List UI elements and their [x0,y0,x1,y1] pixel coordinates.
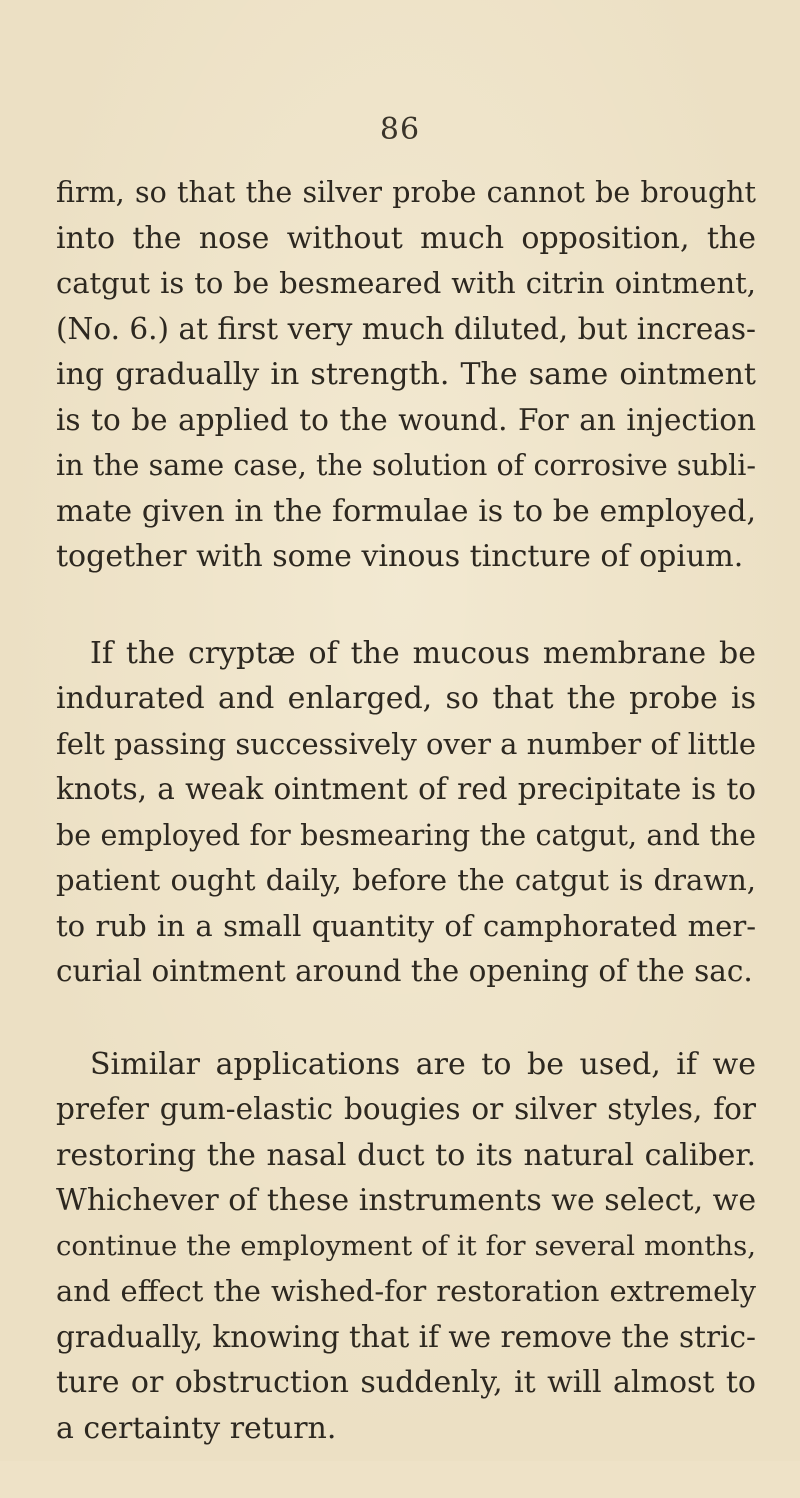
text-line: firm, so that the silver probe cannot be brought [56,176,756,209]
paragraph-2 [56,631,756,995]
text-line: and effect the wished-for restoration extremely [56,1274,756,1308]
paragraph-3 [56,1042,756,1452]
text-line: be employed for besmearing the catgut, and the [56,818,756,852]
text-line: Whichever of these instruments we select, we [56,1183,757,1218]
text-line: a certainty return. [56,1410,337,1446]
text-line: If the cryptæ of the mucous membrane be [90,635,756,671]
text-line: prefer gum-elastic bougies or silver styles, for [56,1092,756,1126]
paragraph-1 [56,170,756,580]
text-line: together with some vinous tincture of opium. [56,539,744,574]
text-line: patient ought daily, before the catgut is drawn, [56,863,756,897]
text-line: felt passing successively over a number of little [56,726,757,761]
text-line: ing gradually in strength. The same ointment [56,357,756,392]
text-line: into the nose without much opposition, the [56,220,756,256]
text-line: (No. 6.) at first very much diluted, but increas- [56,311,756,346]
text-line: in the same case, the solution of corrosive subli- [56,449,756,482]
text-line: to rub in a small quantity of camphorated mer- [56,908,756,943]
text-line: curial ointment around the opening of the sac. [56,954,753,988]
text-line: restoring the nasal duct to its natural caliber. [56,1137,756,1173]
text-line: knots, a weak ointment of red precipitate is to [56,772,756,806]
page-number: 86 [379,112,421,147]
text-line: is to be applied to the wound. For an injection [56,402,756,437]
text-line: mate given in the formulae is to be employed, [56,493,756,529]
body-text [56,170,756,1498]
text-line: ture or obstruction suddenly, it will almost to [56,1365,756,1400]
text-line: gradually, knowing that if we remove the stric- [56,1319,756,1354]
text-line: indurated and enlarged, so that the probe is [56,681,756,716]
text-line: catgut is to be besmeared with citrin ointment, [56,266,756,300]
text-line: continue the employment of it for several months, [56,1229,756,1262]
text-line: Similar applications are to be used, if we [90,1046,756,1082]
